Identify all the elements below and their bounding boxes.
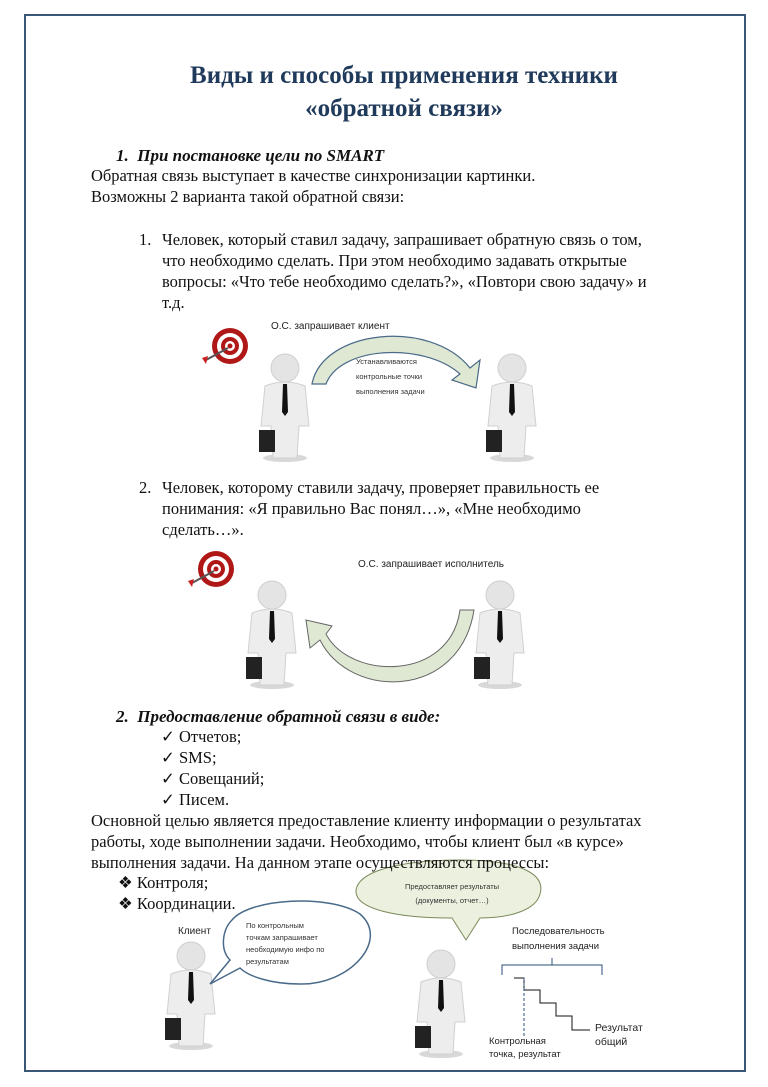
check-icon: ✓	[161, 790, 175, 809]
title-line-1: Виды и способы применения техники	[190, 62, 618, 89]
diamond-bullet-icon: ❖	[118, 873, 133, 892]
person-executor-1	[486, 354, 536, 462]
checkpoint-label: Контрольная точка, результат	[489, 1036, 561, 1060]
sequence-bracket	[502, 958, 602, 975]
result-label: Результат общий	[595, 1022, 643, 1048]
item-1-number: 1.	[139, 230, 152, 249]
checklist-item: ✓ Совещаний;	[161, 769, 265, 788]
target-icon-2	[188, 551, 234, 587]
item-2-number: 2.	[139, 478, 152, 497]
person-executor-2	[474, 581, 524, 689]
checklist-item: ✓ Отчетов;	[161, 727, 242, 746]
check-icon: ✓	[161, 748, 175, 767]
sequence-staircase	[514, 978, 590, 1030]
checklist	[161, 726, 264, 810]
process-list	[118, 872, 236, 914]
checklist-item: ✓ Писем.	[161, 790, 230, 809]
process-item: ❖ Координации.	[118, 894, 236, 913]
person-client-2	[246, 581, 296, 689]
checklist-item: ✓ SMS;	[161, 748, 217, 767]
person-client-3	[165, 942, 215, 1050]
item-1-text: Человек, который ставил задачу, запрашивает обратную связь о том, что необходимо сделать. При этом необходимо задавать открытые вопросы: «Что тебе необходимо сделать?», «Повтори свою задачу» и т.д.	[162, 230, 647, 312]
diamond-bullet-icon: ❖	[118, 894, 133, 913]
title-line-2: «обратной связи»	[305, 95, 503, 122]
curved-arrow-left	[306, 610, 474, 682]
section-2-heading: 2. Предоставление обратной связи в виде:	[116, 707, 441, 726]
client-label: Клиент	[178, 926, 211, 937]
check-icon: ✓	[161, 727, 175, 746]
diagram-2-label: О.С. запрашивает исполнитель	[358, 559, 505, 570]
item-2-text: Человек, которому ставили задачу, проверяет правильность ее понимания: «Я правильно Вас понял…», «Мне необходимо сделать…».	[162, 478, 600, 539]
target-icon	[202, 328, 248, 364]
provider-bubble-text: Предоставляет результаты (документы, отчет…)	[404, 882, 500, 905]
section-1-intro: Обратная связь выступает в качестве синхронизации картинки. Возможны 2 варианта такой обратной связи:	[91, 166, 536, 206]
diagram-1-note: Устанавливаются контрольные точки выполнения задачи	[356, 357, 425, 396]
section-1-heading: 1. При постановке цели по SMART	[116, 146, 385, 165]
section-2-paragraph: Основной целью является предоставление клиенту информации о результатах работы, ходе выполнении задачи. Необходимо, чтобы клиент был «в курсе» выполнения задачи. На данном этапе осуществляются процессы:	[91, 811, 642, 872]
process-item: ❖ Контроля;	[118, 873, 209, 892]
person-client-1	[259, 354, 309, 462]
diagram-1-label: О.С. запрашивает клиент	[271, 321, 390, 332]
client-bubble-text: По контрольным точкам запрашивает необходимую инфо по результатам	[246, 921, 325, 966]
person-executor-3	[415, 950, 465, 1058]
sequence-label: Последовательность выполнения задачи	[512, 926, 605, 952]
check-icon: ✓	[161, 769, 175, 788]
